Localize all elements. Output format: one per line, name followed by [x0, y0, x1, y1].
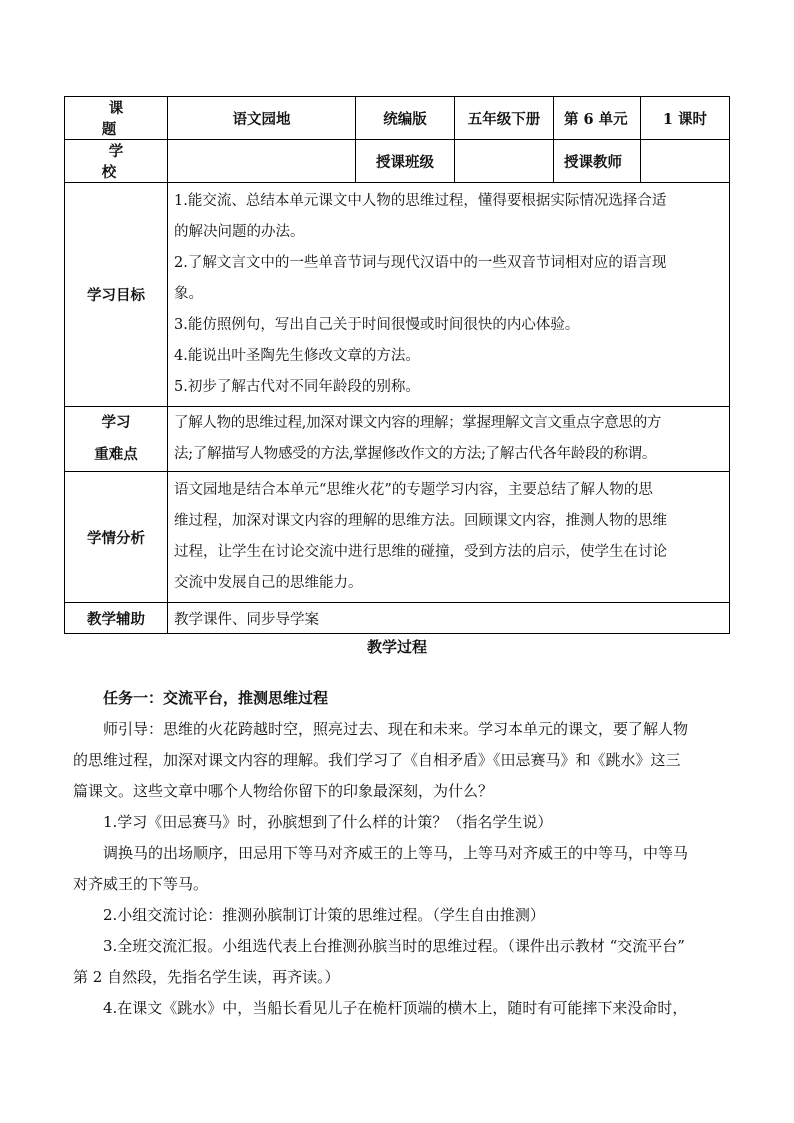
process-paragraph-line: 1.学习《田忌赛马》时，孙膑想到了什么样的计策？（指名学生说） [103, 813, 553, 831]
school-label: 学 校 [65, 140, 168, 183]
analysis-content [168, 472, 730, 603]
process-title: 教学过程 [366, 638, 427, 656]
goals-line: 5.初步了解古代对不同年龄段的别称。 [174, 379, 420, 395]
key-points-row [65, 407, 730, 472]
school-value [168, 140, 356, 183]
lesson-plan-table [64, 96, 730, 634]
school-row [65, 140, 730, 183]
goals-content [168, 183, 730, 407]
unit-value: 第 6 单元 [554, 97, 641, 140]
topic-label: 课 题 [65, 97, 168, 140]
analysis-line: 交流中发展自己的思维能力。 [174, 575, 363, 591]
goals-row [65, 183, 730, 407]
process-paragraph-line: 的思维过程，加深对课文内容的理解。我们学习了《自相矛盾》《田忌赛马》和《跳水》这三 [73, 751, 681, 769]
topic-value: 语文园地 [168, 97, 356, 140]
process-paragraph-line: 篇课文。这些文章中哪个人物给你留下的印象最深刻，为什么？ [73, 782, 494, 800]
analysis-line: 维过程，加深对课文内容的理解的思维方法。回顾课文内容，推测人物的思维 [174, 513, 667, 529]
process-paragraph-line: 2.小组交流讨论：推测孙膑制订计策的思维过程。（学生自由推测） [103, 906, 545, 924]
class-label: 授课班级 [356, 140, 455, 183]
grade-value: 五年级下册 [455, 97, 554, 140]
header-row [65, 97, 730, 140]
hours-value: 1 课时 [641, 97, 730, 140]
process-paragraph-line: 第 2 自然段，先指名学生读，再齐读。） [73, 968, 340, 986]
analysis-line: 过程，让学生在讨论交流中进行思维的碰撞，受到方法的启示，使学生在讨论 [174, 544, 667, 560]
aids-label: 教学辅助 [65, 603, 168, 634]
goals-line: 的解决问题的办法。 [174, 224, 305, 240]
process-body [73, 683, 733, 1024]
analysis-row [65, 472, 730, 603]
goals-line: 2.了解文言文中的一些单音节词与现代汉语中的一些双音节词相对应的语言现 [174, 255, 667, 271]
goals-line: 3.能仿照例句，写出自己关于时间很慢或时间很快的内心体验。 [174, 317, 580, 333]
edition-value: 统编版 [356, 97, 455, 140]
process-paragraph-line: 调换马的出场顺序，田忌用下等马对齐威王的上等马，上等马对齐威王的中等马，中等马 [103, 844, 689, 862]
goals-line: 4.能说出叶圣陶先生修改文章的方法。 [174, 348, 420, 364]
aids-value: 教学课件、同步导学案 [168, 603, 730, 634]
process-paragraph-line: 对齐威王的下等马。 [73, 875, 209, 893]
process-paragraph-line: 4.在课文《跳水》中，当船长看见儿子在桅杆顶端的横木上，随时有可能摔下来没命时， [103, 999, 688, 1017]
process-paragraphs [73, 714, 733, 1024]
process-paragraph-line: 师引导：思维的火花跨越时空，照亮过去、现在和未来。学习本单元的课文，要了解人物 [103, 720, 689, 738]
key-points-content [168, 407, 730, 472]
key-points-line: 了解人物的思维过程,加深对课文内容的理解；掌握理解文言文重点字意思的方 [174, 415, 662, 431]
goals-line: 1.能交流、总结本单元课文中人物的思维过程，懂得要根据实际情况选择合适 [174, 193, 667, 209]
key-points-line: 法;了解描写人物感受的方法,掌握修改作文的方法;了解古代各年龄段的称谓。 [174, 446, 657, 462]
aids-row [65, 603, 730, 634]
key-points-label: 学习 重难点 [65, 407, 168, 472]
analysis-line: 语文园地是结合本单元“思维火花”的专题学习内容，主要总结了解人物的思 [174, 482, 653, 498]
task1-title: 任务一：交流平台，推测思维过程 [103, 689, 329, 707]
process-paragraph-line: 3.全班交流汇报。小组选代表上台推测孙膑当时的思维过程。（课件出示教材 “交流平台” [103, 937, 685, 955]
goals-label: 学习目标 [65, 183, 168, 407]
analysis-label: 学情分析 [65, 472, 168, 603]
teacher-value [641, 140, 730, 183]
teacher-label: 授课教师 [554, 140, 641, 183]
goals-line: 象。 [174, 286, 203, 302]
class-value [455, 140, 554, 183]
